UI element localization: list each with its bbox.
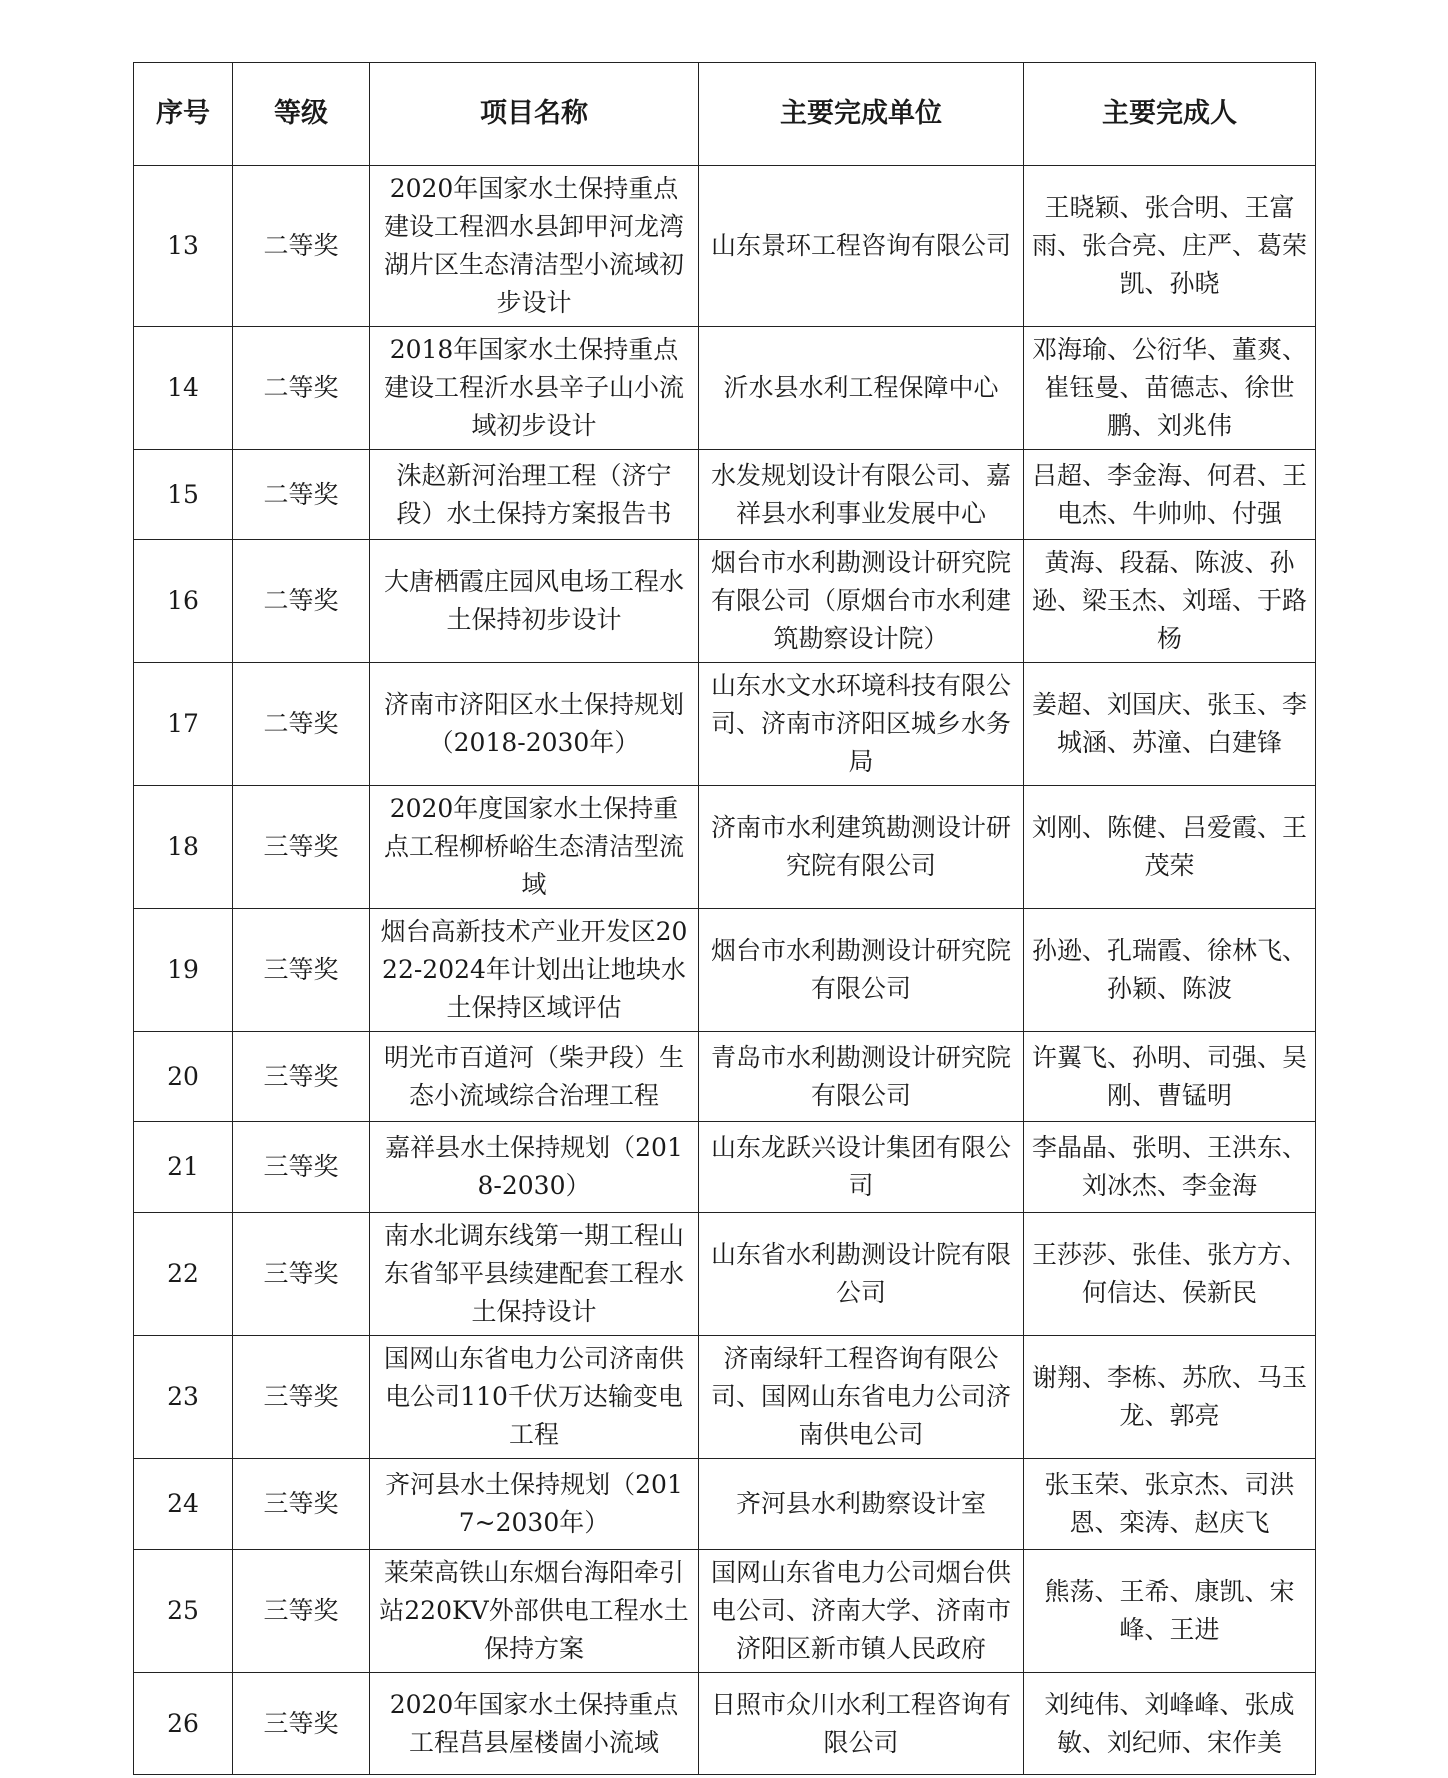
table-row (134, 1550, 1316, 1673)
row-grade: 二等奖 (233, 327, 370, 450)
row-main-unit: 国网山东省电力公司烟台供电公司、济南大学、济南市济阳区新市镇人民政府 (699, 1550, 1024, 1673)
table-row (134, 1336, 1316, 1459)
row-project-name: 2018年国家水土保持重点建设工程沂水县辛子山小流域初步设计 (370, 327, 699, 450)
row-main-unit: 山东龙跃兴设计集团有限公司 (699, 1122, 1024, 1213)
row-number: 22 (134, 1213, 233, 1336)
awards-table (133, 62, 1316, 1775)
table-row (134, 540, 1316, 663)
row-number: 18 (134, 786, 233, 909)
row-main-unit: 山东景环工程咨询有限公司 (699, 166, 1024, 327)
header-grade: 等级 (233, 63, 370, 166)
row-grade: 二等奖 (233, 663, 370, 786)
row-number: 15 (134, 450, 233, 540)
row-main-people: 黄海、段磊、陈波、孙逊、梁玉杰、刘瑶、于路杨 (1024, 540, 1316, 663)
row-main-unit: 齐河县水利勘察设计室 (699, 1459, 1024, 1550)
row-project-name: 2020年度国家水土保持重点工程柳桥峪生态清洁型流域 (370, 786, 699, 909)
row-number: 25 (134, 1550, 233, 1673)
table-header (134, 63, 1316, 166)
row-main-unit: 沂水县水利工程保障中心 (699, 327, 1024, 450)
row-project-name: 明光市百道河（柴尹段）生态小流域综合治理工程 (370, 1032, 699, 1122)
row-grade: 三等奖 (233, 909, 370, 1032)
row-main-people: 吕超、李金海、何君、王电杰、牛帅帅、付强 (1024, 450, 1316, 540)
row-main-unit: 烟台市水利勘测设计研究院有限公司 (699, 909, 1024, 1032)
row-project-name: 2020年国家水土保持重点工程莒县屋楼崮小流域 (370, 1673, 699, 1775)
table-row (134, 166, 1316, 327)
row-project-name: 烟台高新技术产业开发区2022-2024年计划出让地块水土保持区域评估 (370, 909, 699, 1032)
row-main-unit: 济南市水利建筑勘测设计研究院有限公司 (699, 786, 1024, 909)
table-row (134, 663, 1316, 786)
header-project-name: 项目名称 (370, 63, 699, 166)
row-grade: 三等奖 (233, 1213, 370, 1336)
table-row (134, 909, 1316, 1032)
row-grade: 二等奖 (233, 166, 370, 327)
row-grade: 三等奖 (233, 1122, 370, 1213)
row-main-people: 刘刚、陈健、吕爱霞、王茂荣 (1024, 786, 1316, 909)
row-main-people: 李晶晶、张明、王洪东、刘冰杰、李金海 (1024, 1122, 1316, 1213)
row-main-people: 熊荡、王希、康凯、宋峰、王进 (1024, 1550, 1316, 1673)
row-number: 14 (134, 327, 233, 450)
row-number: 19 (134, 909, 233, 1032)
row-main-people: 邓海瑜、公衍华、董爽、崔钰曼、苗德志、徐世鹏、刘兆伟 (1024, 327, 1316, 450)
table-row (134, 1459, 1316, 1550)
row-number: 16 (134, 540, 233, 663)
row-project-name: 齐河县水土保持规划（2017~2030年） (370, 1459, 699, 1550)
row-grade: 三等奖 (233, 1550, 370, 1673)
row-main-unit: 日照市众川水利工程咨询有限公司 (699, 1673, 1024, 1775)
row-main-unit: 水发规划设计有限公司、嘉祥县水利事业发展中心 (699, 450, 1024, 540)
document-page (133, 62, 1315, 1775)
row-main-unit: 山东省水利勘测设计院有限公司 (699, 1213, 1024, 1336)
row-project-name: 济南市济阳区水土保持规划（2018-2030年） (370, 663, 699, 786)
row-number: 20 (134, 1032, 233, 1122)
row-grade: 三等奖 (233, 786, 370, 909)
row-project-name: 嘉祥县水土保持规划（2018-2030） (370, 1122, 699, 1213)
row-number: 13 (134, 166, 233, 327)
row-number: 23 (134, 1336, 233, 1459)
row-project-name: 国网山东省电力公司济南供电公司110千伏万达输变电工程 (370, 1336, 699, 1459)
row-number: 17 (134, 663, 233, 786)
row-main-people: 王晓颖、张合明、王富雨、张合亮、庄严、葛荣凯、孙晓 (1024, 166, 1316, 327)
table-row (134, 1673, 1316, 1775)
row-main-unit: 山东水文水环境科技有限公司、济南市济阳区城乡水务局 (699, 663, 1024, 786)
row-main-unit: 济南绿轩工程咨询有限公司、国网山东省电力公司济南供电公司 (699, 1336, 1024, 1459)
table-row (134, 327, 1316, 450)
row-main-unit: 青岛市水利勘测设计研究院有限公司 (699, 1032, 1024, 1122)
row-project-name: 莱荣高铁山东烟台海阳牵引站220KV外部供电工程水土保持方案 (370, 1550, 699, 1673)
row-main-people: 姜超、刘国庆、张玉、李城涵、苏潼、白建锋 (1024, 663, 1316, 786)
row-main-people: 刘纯伟、刘峰峰、张成敏、刘纪师、宋作美 (1024, 1673, 1316, 1775)
row-main-people: 孙逊、孔瑞霞、徐林飞、孙颖、陈波 (1024, 909, 1316, 1032)
row-main-people: 谢翔、李栋、苏欣、马玉龙、郭亮 (1024, 1336, 1316, 1459)
row-project-name: 大唐栖霞庄园风电场工程水土保持初步设计 (370, 540, 699, 663)
row-number: 26 (134, 1673, 233, 1775)
row-grade: 三等奖 (233, 1673, 370, 1775)
header-row (134, 63, 1316, 166)
row-number: 21 (134, 1122, 233, 1213)
table-row (134, 1213, 1316, 1336)
row-project-name: 南水北调东线第一期工程山东省邹平县续建配套工程水土保持设计 (370, 1213, 699, 1336)
row-grade: 二等奖 (233, 540, 370, 663)
row-main-unit: 烟台市水利勘测设计研究院有限公司（原烟台市水利建筑勘察设计院） (699, 540, 1024, 663)
table-row (134, 786, 1316, 909)
row-grade: 三等奖 (233, 1032, 370, 1122)
row-number: 24 (134, 1459, 233, 1550)
row-grade: 二等奖 (233, 450, 370, 540)
row-main-people: 王莎莎、张佳、张方方、何信达、侯新民 (1024, 1213, 1316, 1336)
table-row (134, 1032, 1316, 1122)
header-main-people: 主要完成人 (1024, 63, 1316, 166)
row-project-name: 洙赵新河治理工程（济宁段）水土保持方案报告书 (370, 450, 699, 540)
table-row (134, 1122, 1316, 1213)
table-body (134, 166, 1316, 1775)
row-grade: 三等奖 (233, 1459, 370, 1550)
row-main-people: 许翼飞、孙明、司强、吴刚、曹锰明 (1024, 1032, 1316, 1122)
header-serial-number: 序号 (134, 63, 233, 166)
header-main-unit: 主要完成单位 (699, 63, 1024, 166)
row-main-people: 张玉荣、张京杰、司洪恩、栾涛、赵庆飞 (1024, 1459, 1316, 1550)
table-row (134, 450, 1316, 540)
row-project-name: 2020年国家水土保持重点建设工程泗水县卸甲河龙湾湖片区生态清洁型小流域初步设计 (370, 166, 699, 327)
row-grade: 三等奖 (233, 1336, 370, 1459)
